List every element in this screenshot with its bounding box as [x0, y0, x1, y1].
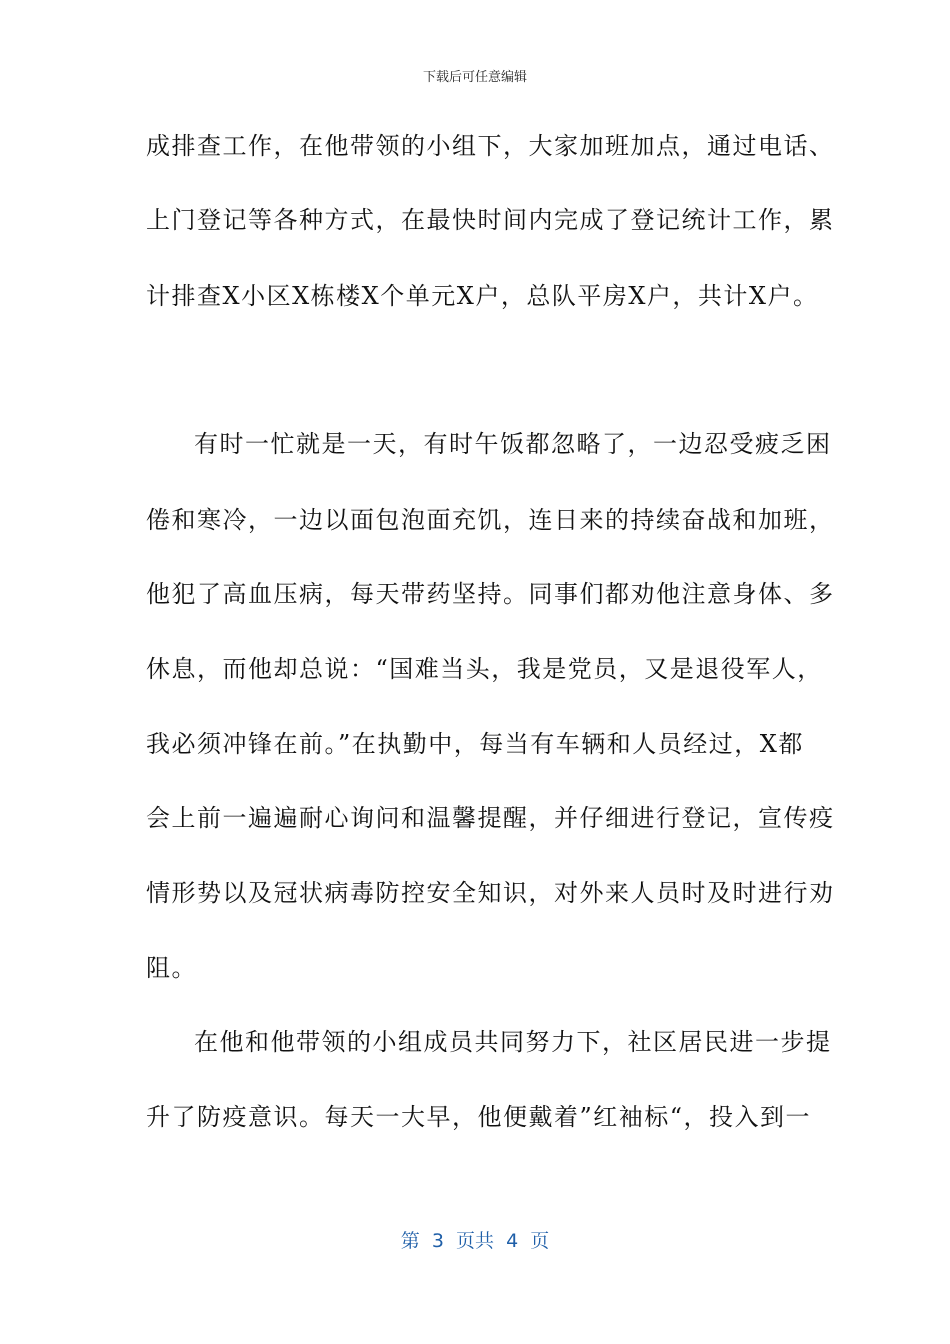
- paragraph-first-line: 在他和他带领的小组成员共同努力下，社区居民进一步提: [194, 1028, 832, 1056]
- text-line: 我必须冲锋在前。”在执勤中，每当有车辆和人员经过，X都: [146, 730, 804, 758]
- text-line: 休息，而他却总说：“国难当头，我是党员，又是退役军人，: [146, 655, 823, 683]
- text-line: 升了防疫意识。每天一大早，他便戴着”红袖标“，投入到一: [146, 1103, 812, 1131]
- header-note: 下载后可任意编辑: [422, 70, 527, 85]
- text-line: 倦和寒冷，一边以面包泡面充饥，连日来的持续奋战和加班，: [146, 506, 835, 534]
- text-line: 他犯了高血压病，每天带药坚持。同事们都劝他注意身体、多: [146, 580, 835, 608]
- text-line: 上门登记等各种方式，在最快时间内完成了登记统计工作，累: [146, 206, 835, 234]
- page-number-footer: 第 3 页共 4 页: [400, 1230, 550, 1252]
- paragraph-first-line: 有时一忙就是一天，有时午饭都忽略了，一边忍受疲乏困: [194, 430, 832, 458]
- text-line: 情形势以及冠状病毒防控安全知识，对外来人员时及时进行劝: [146, 879, 835, 907]
- text-line: 成排查工作，在他带领的小组下，大家加班加点，通过电话、: [146, 132, 835, 160]
- text-line: 计排查X小区X栋楼X个单元X户，总队平房X户，共计X户。: [146, 282, 819, 310]
- text-line: 会上前一遍遍耐心询问和温馨提醒，并仔细进行登记，宣传疫: [146, 804, 835, 832]
- text-line: 阻。: [146, 954, 197, 982]
